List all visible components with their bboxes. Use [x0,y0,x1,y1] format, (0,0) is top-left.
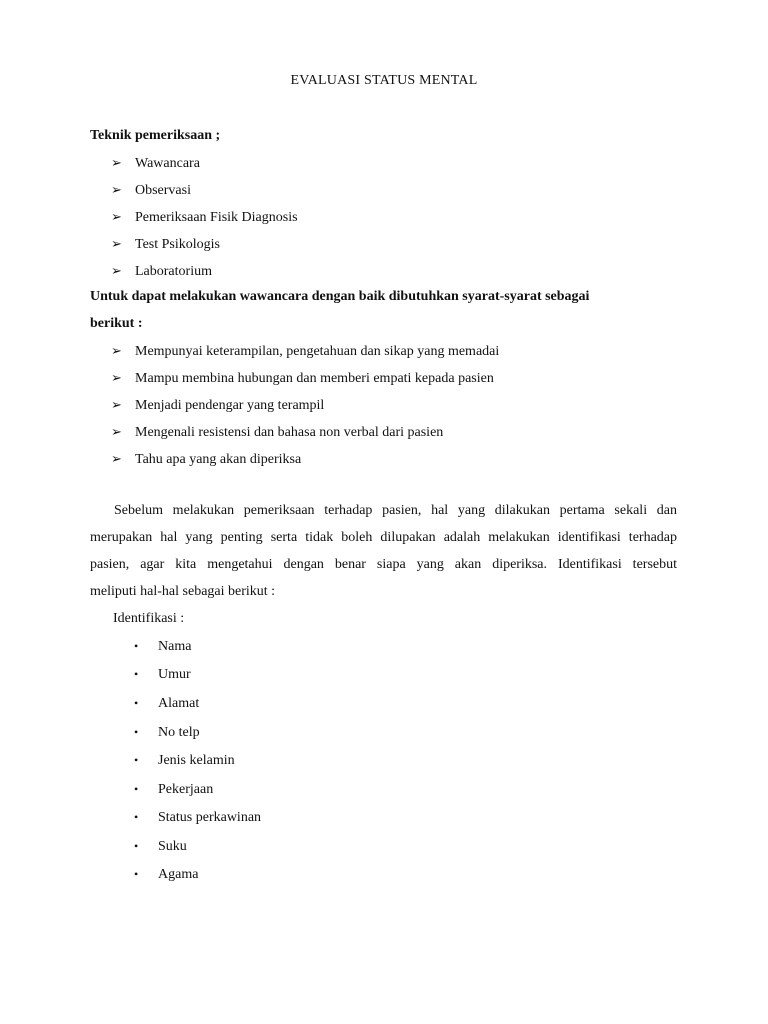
requirement-item: ➢ Tahu apa yang akan diperiksa [111,451,302,467]
arrow-bullet-icon: ➢ [111,236,122,251]
technique-heading: Teknik pemeriksaan ; [90,128,221,143]
identification-heading: Identifikasi : [113,611,185,626]
identification-item: • Alamat [134,696,200,711]
bullet-icon: • [134,639,139,653]
arrow-bullet-icon: ➢ [111,155,122,170]
bullet-icon: • [134,725,139,739]
bullet-icon: • [134,696,139,710]
paragraph-line: merupakan hal yang penting serta tidak boleh dilupakan adalah melakukan identifikasi terhadap [90,530,677,545]
bullet-icon: • [134,867,139,881]
technique-item: ➢ Test Psikologis [111,236,220,252]
identification-item: • Agama [134,867,199,882]
bullet-icon: • [134,667,139,681]
requirement-item: ➢ Mempunyai keterampilan, pengetahuan dan sikap yang memadai [111,343,500,359]
arrow-bullet-icon: ➢ [111,451,122,466]
interview-heading-line1: Untuk dapat melakukan wawancara dengan baik dibutuhkan syarat-syarat sebagai [90,289,590,304]
identification-item: • Jenis kelamin [134,753,235,768]
document-title: EVALUASI STATUS MENTAL [290,73,478,88]
identification-item: • Umur [134,667,191,682]
identification-item: • Status perkawinan [134,810,262,825]
identification-item: • Suku [134,839,187,854]
paragraph-line: pasien, agar kita mengetahui dengan benar siapa yang akan diperiksa. Identifikasi tersebut [90,557,677,572]
paragraph-line: meliputi hal-hal sebagai berikut : [90,584,276,599]
requirement-item: ➢ Mengenali resistensi dan bahasa non verbal dari pasien [111,424,444,440]
identification-item: • No telp [134,725,200,740]
requirement-item: ➢ Menjadi pendengar yang terampil [111,397,325,413]
technique-item: ➢ Wawancara [111,155,200,171]
technique-item: ➢ Observasi [111,182,191,198]
paragraph-line: Sebelum melakukan pemeriksaan terhadap pasien, hal yang dilakukan pertama sekali dan [114,503,677,518]
technique-item: ➢ Laboratorium [111,263,212,279]
bullet-icon: • [134,810,139,824]
arrow-bullet-icon: ➢ [111,209,122,224]
identification-item: • Pekerjaan [134,782,214,797]
arrow-bullet-icon: ➢ [111,424,122,439]
arrow-bullet-icon: ➢ [111,343,122,358]
bullet-icon: • [134,753,139,767]
arrow-bullet-icon: ➢ [111,370,122,385]
arrow-bullet-icon: ➢ [111,182,122,197]
arrow-bullet-icon: ➢ [111,263,122,278]
interview-heading-line2: berikut : [90,316,143,331]
bullet-icon: • [134,782,139,796]
technique-item: ➢ Pemeriksaan Fisik Diagnosis [111,209,298,225]
identification-item: • Nama [134,639,192,654]
requirement-item: ➢ Mampu membina hubungan dan memberi empati kepada pasien [111,370,494,386]
arrow-bullet-icon: ➢ [111,397,122,412]
bullet-icon: • [134,839,139,853]
